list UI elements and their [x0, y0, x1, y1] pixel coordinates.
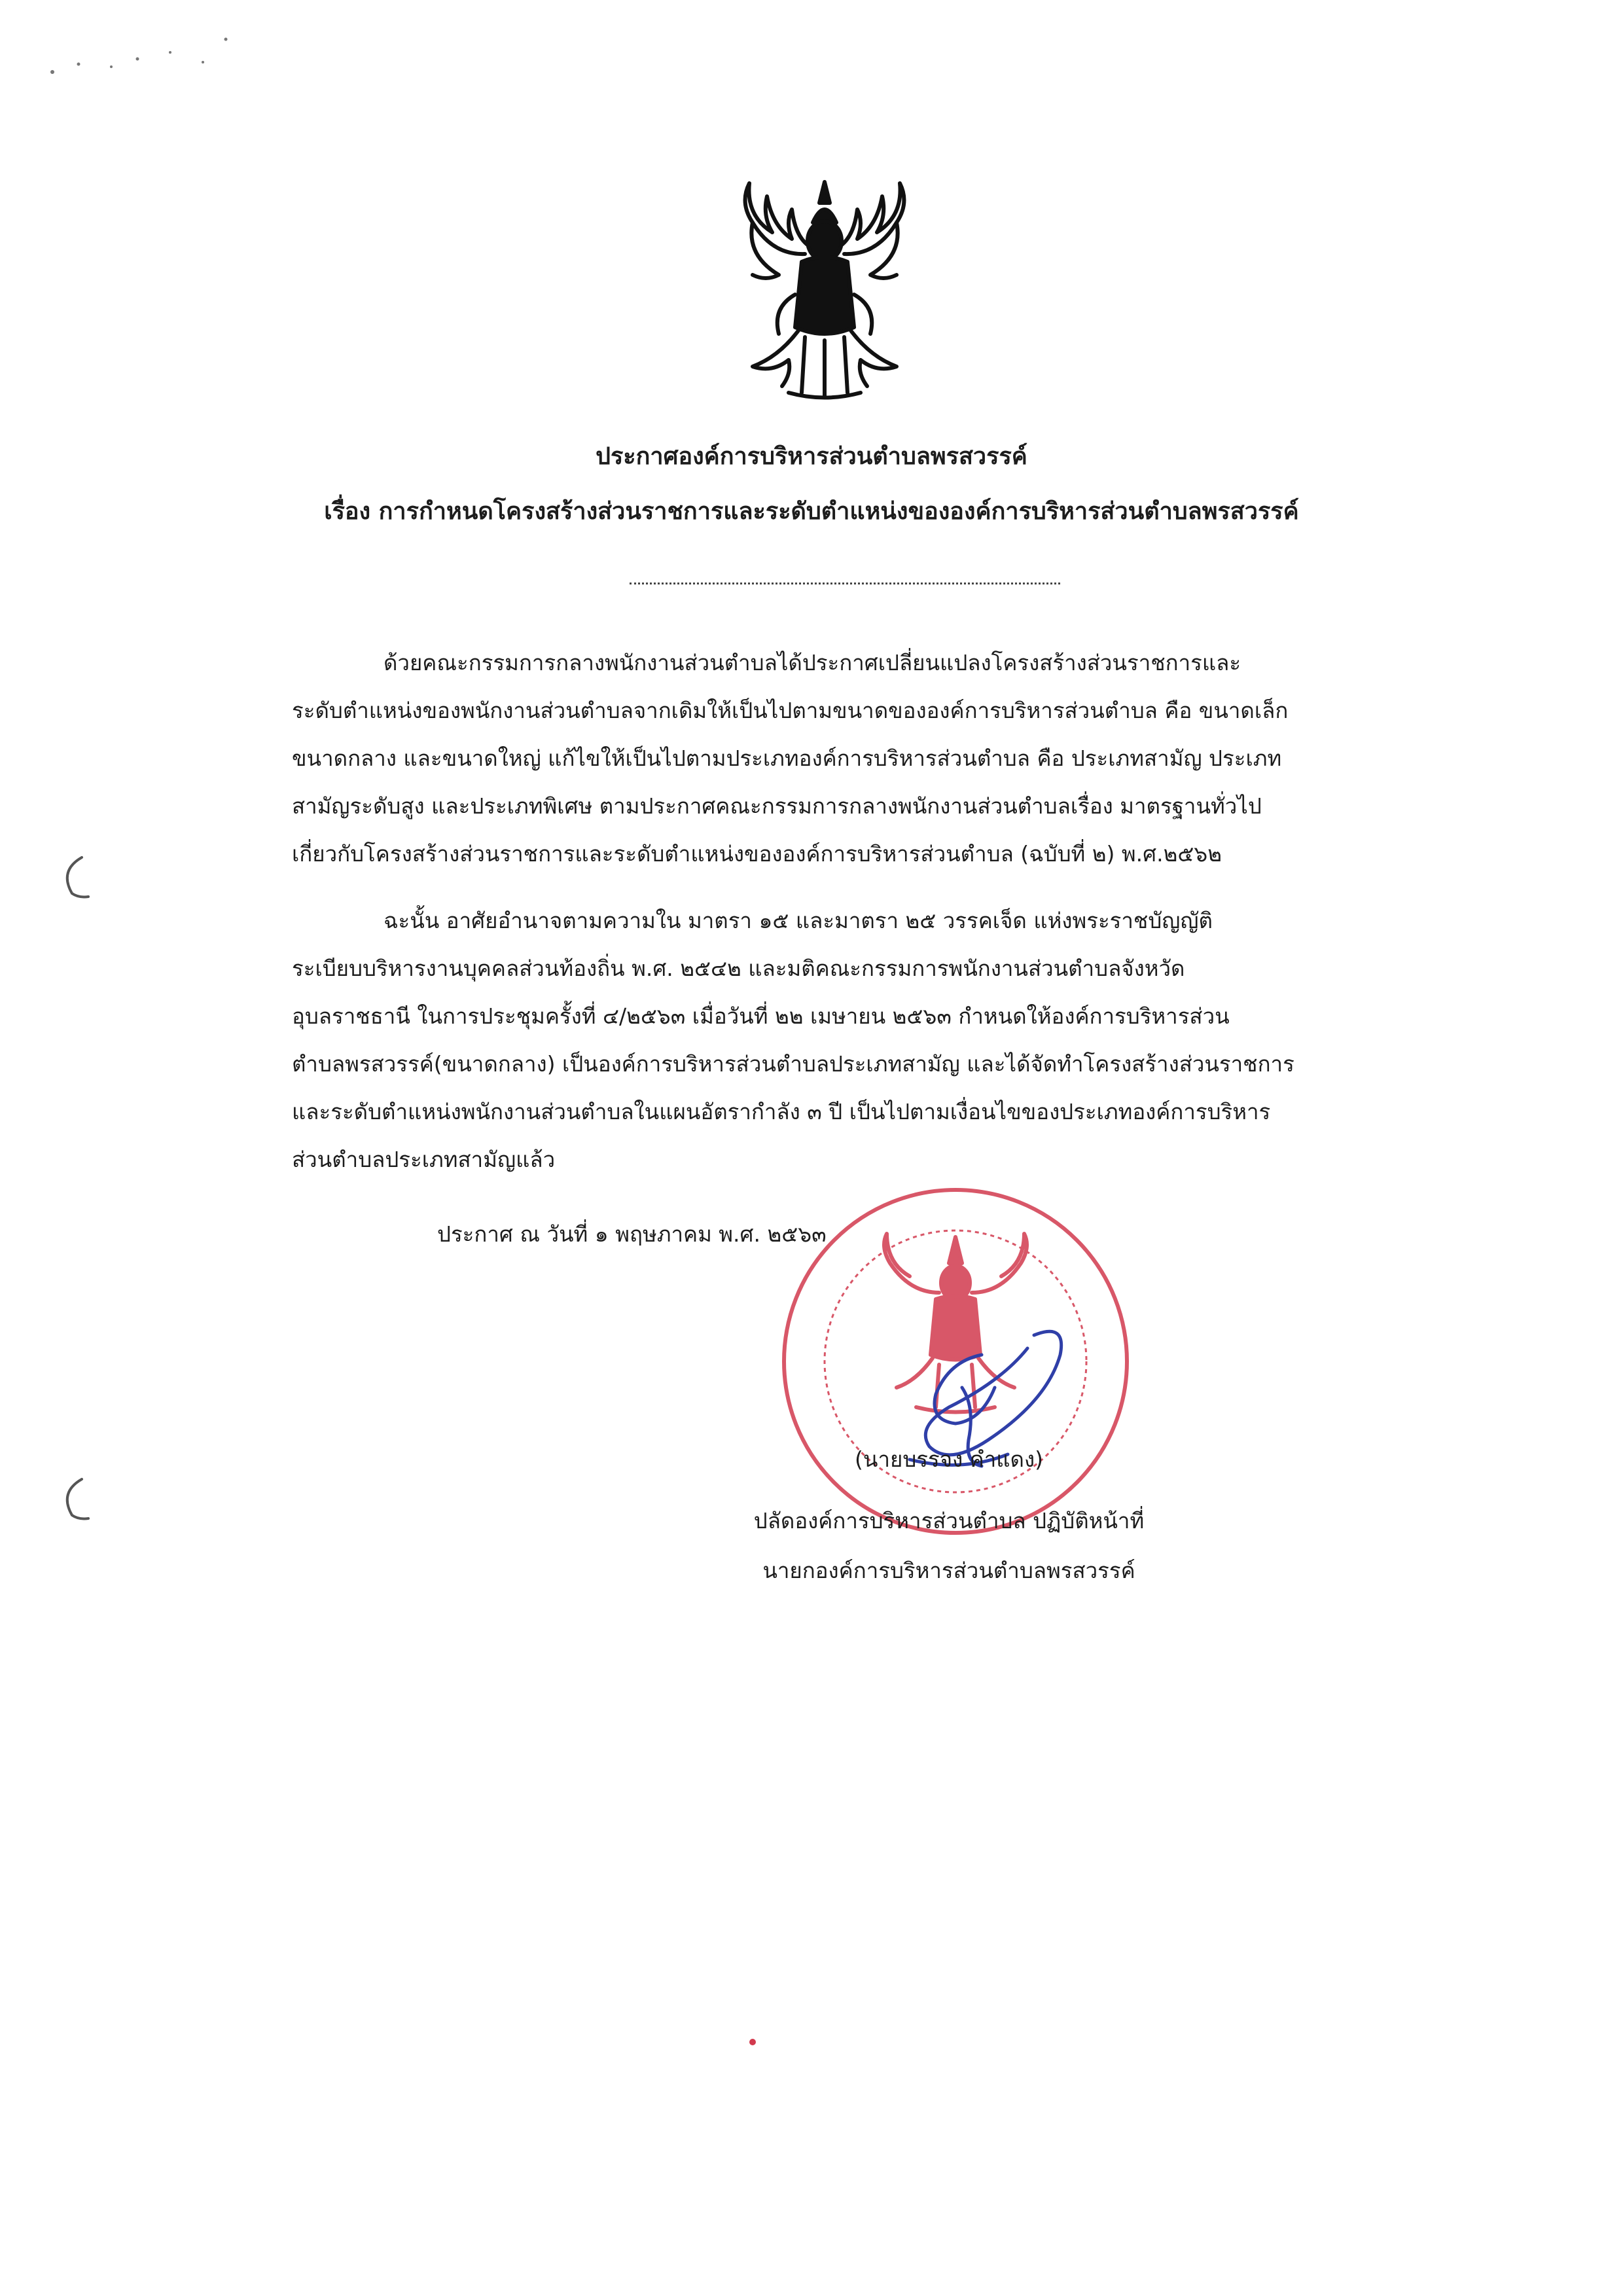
paragraph-line: ฉะนั้น อาศัยอำนาจตามความใน มาตรา ๑๕ และมาตรา ๒๕ วรรคเจ็ด แห่งพระราชบัญญัติ: [383, 908, 1213, 933]
hole-punch-mark: [52, 1473, 98, 1525]
paragraph-line: ระดับตำแหน่งของพนักงานส่วนตำบลจากเดิมให้เป็นไปตามขนาดขององค์การบริหารส่วนตำบล คือ ขนาดเล็ก: [292, 698, 1289, 723]
document-title: ประกาศองค์การบริหารส่วนตำบลพรสวรรค์: [596, 443, 1027, 470]
body-paragraph-2: [292, 897, 1429, 1183]
dotted-divider: [630, 583, 1060, 584]
announcement-date: ประกาศ ณ วันที่ ๑ พฤษภาคม พ.ศ. ๒๕๖๓: [437, 1221, 827, 1247]
paragraph-line: ขนาดกลาง และขนาดใหญ่ แก้ไขให้เป็นไปตามประเภทองค์การบริหารส่วนตำบล คือ ประเภทสามัญ ประเภท: [292, 745, 1282, 771]
garuda-emblem-icon: [726, 177, 923, 409]
paragraph-line: ด้วยคณะกรรมการกลางพนักงานส่วนตำบลได้ประกาศเปลี่ยนแปลงโครงสร้างส่วนราชการและ: [383, 650, 1241, 675]
scan-specks: [39, 26, 249, 85]
document-subject: เรื่อง การกำหนดโครงสร้างส่วนราชการและระดับตำแหน่งขององค์การบริหารส่วนตำบลพรสวรรค์: [324, 498, 1299, 525]
body-paragraph-1: [292, 639, 1429, 878]
scan-speck-red: [746, 2036, 759, 2049]
paragraph-line: และระดับตำแหน่งพนักงานส่วนตำบลในแผนอัตรากำลัง ๓ ปี เป็นไปตามเงื่อนไขของประเภทองค์การบริหาร: [292, 1099, 1271, 1124]
paragraph-line: อุบลราชธานี ในการประชุมครั้งที่ ๔/๒๕๖๓ เมื่อวันที่ ๒๒ เมษายน ๒๕๖๓ กำหนดให้องค์การบริหารส่วน: [292, 1003, 1230, 1029]
paragraph-line: สามัญระดับสูง และประเภทพิเศษ ตามประกาศคณะกรรมการกลางพนักงานส่วนตำบลเรื่อง มาตรฐานทั่วไป: [292, 793, 1262, 819]
signer-position: ปลัดองค์การบริหารส่วนตำบล ปฏิบัติหน้าที่: [753, 1508, 1145, 1534]
paragraph-line: ตำบลพรสวรรค์(ขนาดกลาง) เป็นองค์การบริหารส่วนตำบลประเภทสามัญ และได้จัดทำโครงสร้างส่วนราชการ: [292, 1051, 1294, 1077]
hole-punch-mark: [52, 851, 98, 903]
paragraph-line: ส่วนตำบลประเภทสามัญแล้ว: [292, 1147, 556, 1172]
paragraph-line: เกี่ยวกับโครงสร้างส่วนราชการและระดับตำแหน่งขององค์การบริหารส่วนตำบล (ฉบับที่ ๒) พ.ศ.๒๕๖๒: [292, 841, 1222, 867]
paragraph-line: ระเบียบบริหารงานบุคคลส่วนท้องถิ่น พ.ศ. ๒๕๔๒ และมติคณะกรรมการพนักงานส่วนตำบลจังหวัด: [292, 956, 1185, 981]
signer-name: (นายบรรจง คำแดง): [855, 1446, 1043, 1472]
signer-acting-position: นายกองค์การบริหารส่วนตำบลพรสวรรค์: [762, 1558, 1135, 1583]
